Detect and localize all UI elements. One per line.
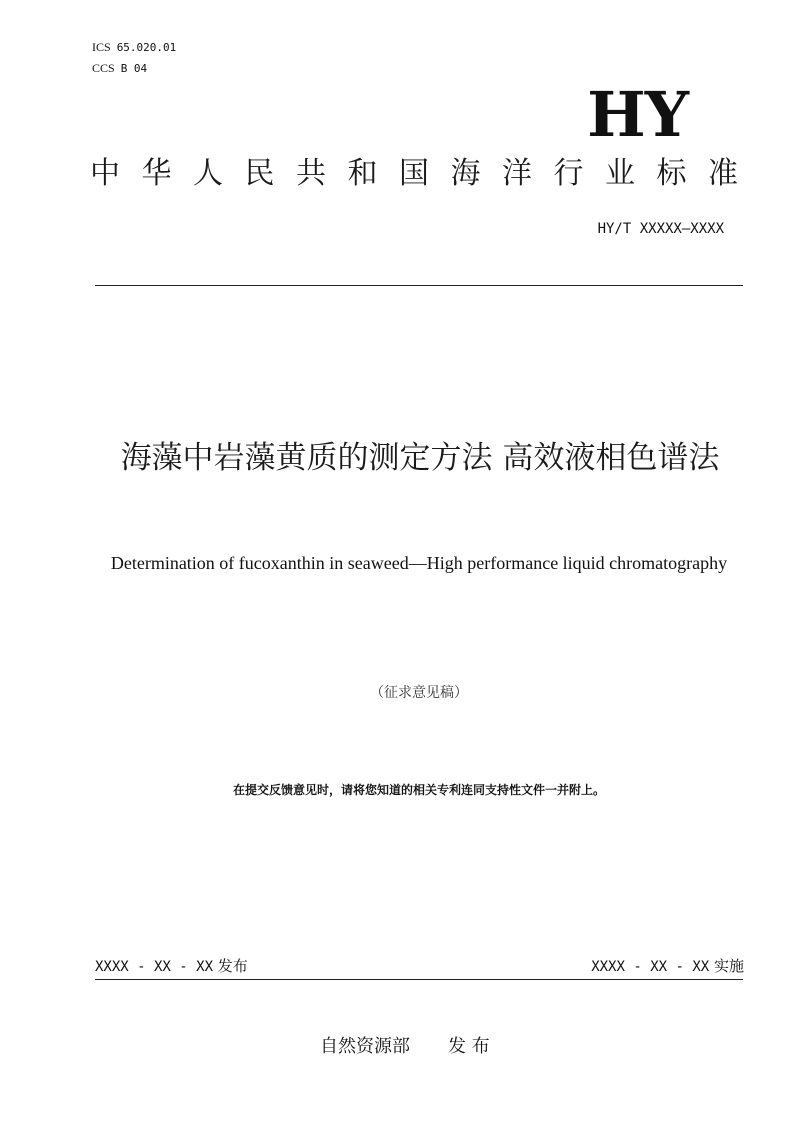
document-title-en: Determination of fucoxanthin in seaweed—High performance liquid chromatography (110, 553, 728, 573)
implementation-label: 实施 (713, 957, 744, 975)
ics-label: ICS (92, 40, 111, 54)
issuing-authority (320, 1035, 490, 1059)
footer-divider (95, 979, 743, 980)
hy-logo: HY (587, 78, 688, 151)
issuer-action: 发 布 (448, 1036, 490, 1057)
ccs-label: CCS (92, 61, 115, 75)
standard-type-char: 华 (141, 156, 172, 191)
standard-type-char: 标 (656, 156, 687, 191)
release-label: 发布 (217, 957, 248, 975)
standard-type-char: 行 (553, 156, 584, 191)
release-date: XXXX - XX - XX (95, 959, 214, 975)
issuer-name: 自然资源部 (320, 1036, 410, 1057)
standard-type-char: 国 (399, 156, 429, 191)
standard-type-char: 洋 (502, 156, 532, 191)
standard-type-char: 民 (244, 156, 275, 191)
ics-code: 65.020.01 (116, 41, 177, 54)
standard-type-char: 共 (296, 156, 326, 191)
ccs-code-line (92, 61, 147, 76)
header-divider (95, 285, 743, 286)
implementation-date-line (591, 956, 744, 977)
standard-type-char: 准 (708, 156, 738, 191)
standard-type-char: 人 (193, 156, 223, 191)
standard-number: HY/T XXXXX—XXXX (597, 221, 724, 237)
ccs-code: B 04 (120, 62, 148, 75)
standard-type-title (90, 152, 738, 196)
standard-type-char: 海 (450, 156, 481, 191)
patent-notice: 在提交反馈意见时，请将您知道的相关专利连同支持性文件一并附上。 (232, 783, 605, 797)
standard-type-char: 中 (90, 156, 120, 191)
implementation-date: XXXX - XX - XX (591, 959, 710, 975)
document-title-cn: 海藻中岩藻黄质的测定方法 高效液相色谱法 (120, 440, 720, 476)
draft-status-label: （征求意见稿） (370, 685, 468, 701)
standard-type-char: 业 (605, 156, 635, 191)
standard-type-char: 和 (347, 156, 378, 191)
ics-code-line (92, 40, 176, 55)
release-date-line (95, 956, 248, 977)
